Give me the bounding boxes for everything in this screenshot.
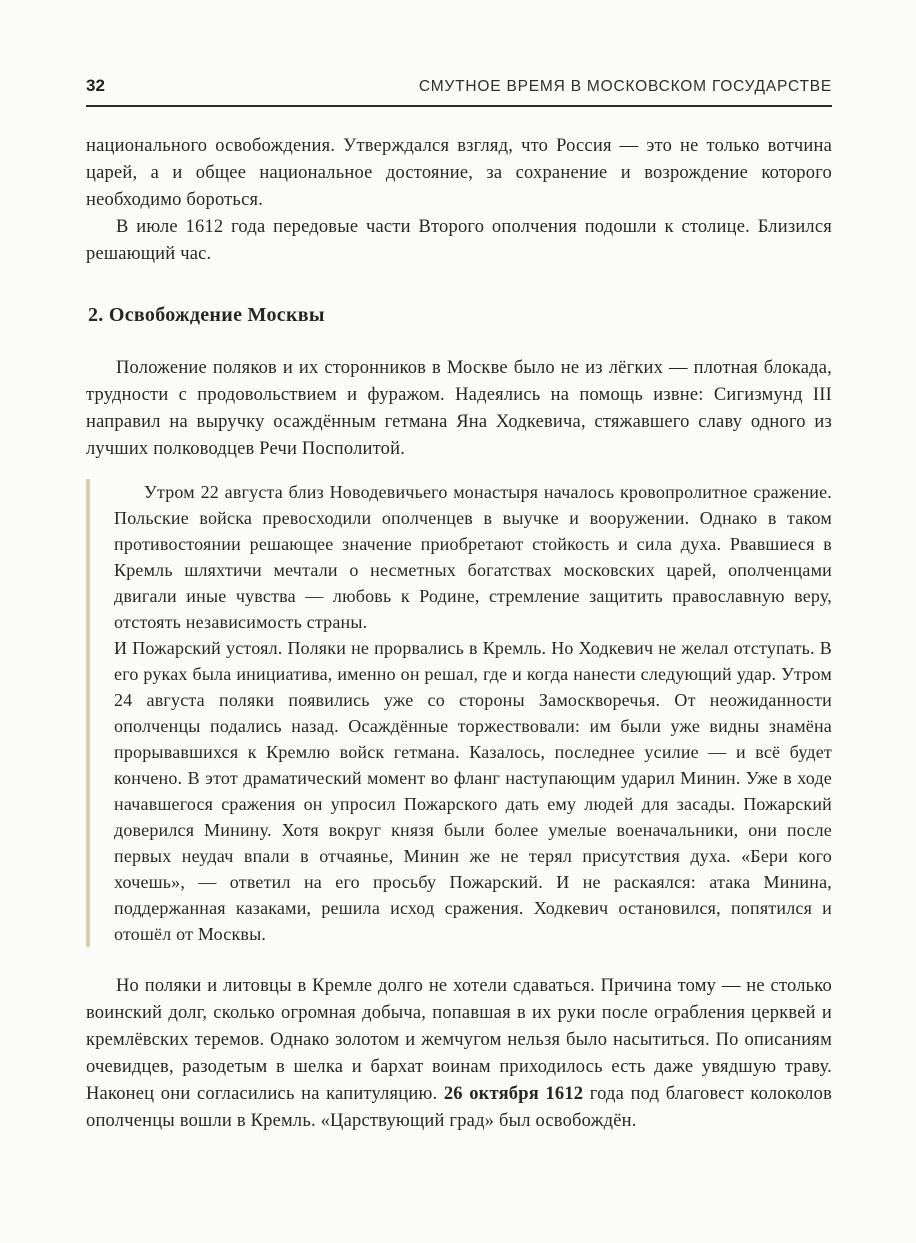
section-heading: 2. Освобождение Москвы: [88, 304, 325, 326]
page-header: [86, 76, 832, 96]
page-number: 32: [86, 76, 105, 95]
paragraph: [86, 973, 832, 1135]
inset-left-bar: [86, 479, 90, 947]
paragraph-text: Но поляки и литовцы в Кремле долго не хотели сдаваться. Причина тому — не столько воинский долг, сколько огромная добыча, попавшая в их руки после ограбления церквей и кремлёвских теремов. Однако золотом и жемчугом нельзя было насытиться. По описаниям очевидцев, разодетым в шелка и бархат воинам приходилось есть даже увядшую траву. Наконец они согласились на капитуляцию.: [86, 976, 832, 1104]
page-body: [86, 133, 832, 1135]
paragraph: национального освобождения. Утверждался взгляд, что Россия — это не только вотчина царей, а и общее национальное достояние, за сохранение и возрождение которого необходимо бороться.: [86, 136, 832, 210]
running-title: СМУТНОЕ ВРЕМЯ В МОСКОВСКОМ ГОСУДАРСТВЕ: [418, 78, 832, 95]
paragraph: Положение поляков и их сторонников в Москве было не из лёгких — плотная блокада, трудности с продовольствием и фуражом. Надеялись на помощь извне: Сигизмунд III направил на выручку осаждённым гетмана Яна Ходкевича, стяжавшего славу одного из лучших полководцев Речи Посполитой.: [86, 358, 832, 459]
inset-text: [114, 479, 832, 947]
bold-date: 26 октября 1612: [443, 1084, 584, 1104]
inset-paragraph: Утром 22 августа близ Новодевичьего монастыря началось кровопролитное сражение. Польские войска превосходили ополченцев в выучке и вооружении. Однако в таком противостоянии решающее значение приобретают стойкость и сила духа. Рвавшиеся в Кремль шляхтичи мечтали о несметных богатствах московских царей, ополченцами двигали иные чувства — любовь к Родине, стремление защитить православную веру, отстоять независимость страны.: [114, 482, 832, 632]
inset-block: [86, 479, 832, 947]
paragraph: В июле 1612 года передовые части Второго ополчения подошли к столице. Близился решающий час.: [86, 217, 832, 264]
paragraph-text: года под благовест колоколов ополченцы вошли в Кремль. «Царствующий град» был освобождён.: [86, 1084, 833, 1131]
inset-paragraph: И Пожарский устоял. Поляки не прорвались в Кремль. Но Ходкевич не желал отступать. В его руках была инициатива, именно он решал, где и когда нанести следующий удар. Утром 24 августа поляки появились уже со стороны Замоскворечья. От неожиданности ополченцы подались назад. Осаждённые торжествовали: им были уже видны знамёна прорывавшихся к Кремлю войск гетмана. Казалось, последнее усилие — и всё будет кончено. В этот драматический момент во фланг наступающим ударил Минин. Уже в ходе начавшегося сражения он упросил Пожарского дать ему людей для засады. Пожарский доверился Минину. Хотя вокруг князя были более умелые военачальники, они после первых неудач впали в отчаянье, Минин же не терял присутствия духа. «Бери кого хочешь», — ответил на его просьбу Пожарский. И не раскаялся: атака Минина, поддержанная казаками, решила исход сражения. Ходкевич остановился, попятился и отошёл от Москвы.: [114, 638, 832, 944]
header-rule: [86, 105, 832, 107]
